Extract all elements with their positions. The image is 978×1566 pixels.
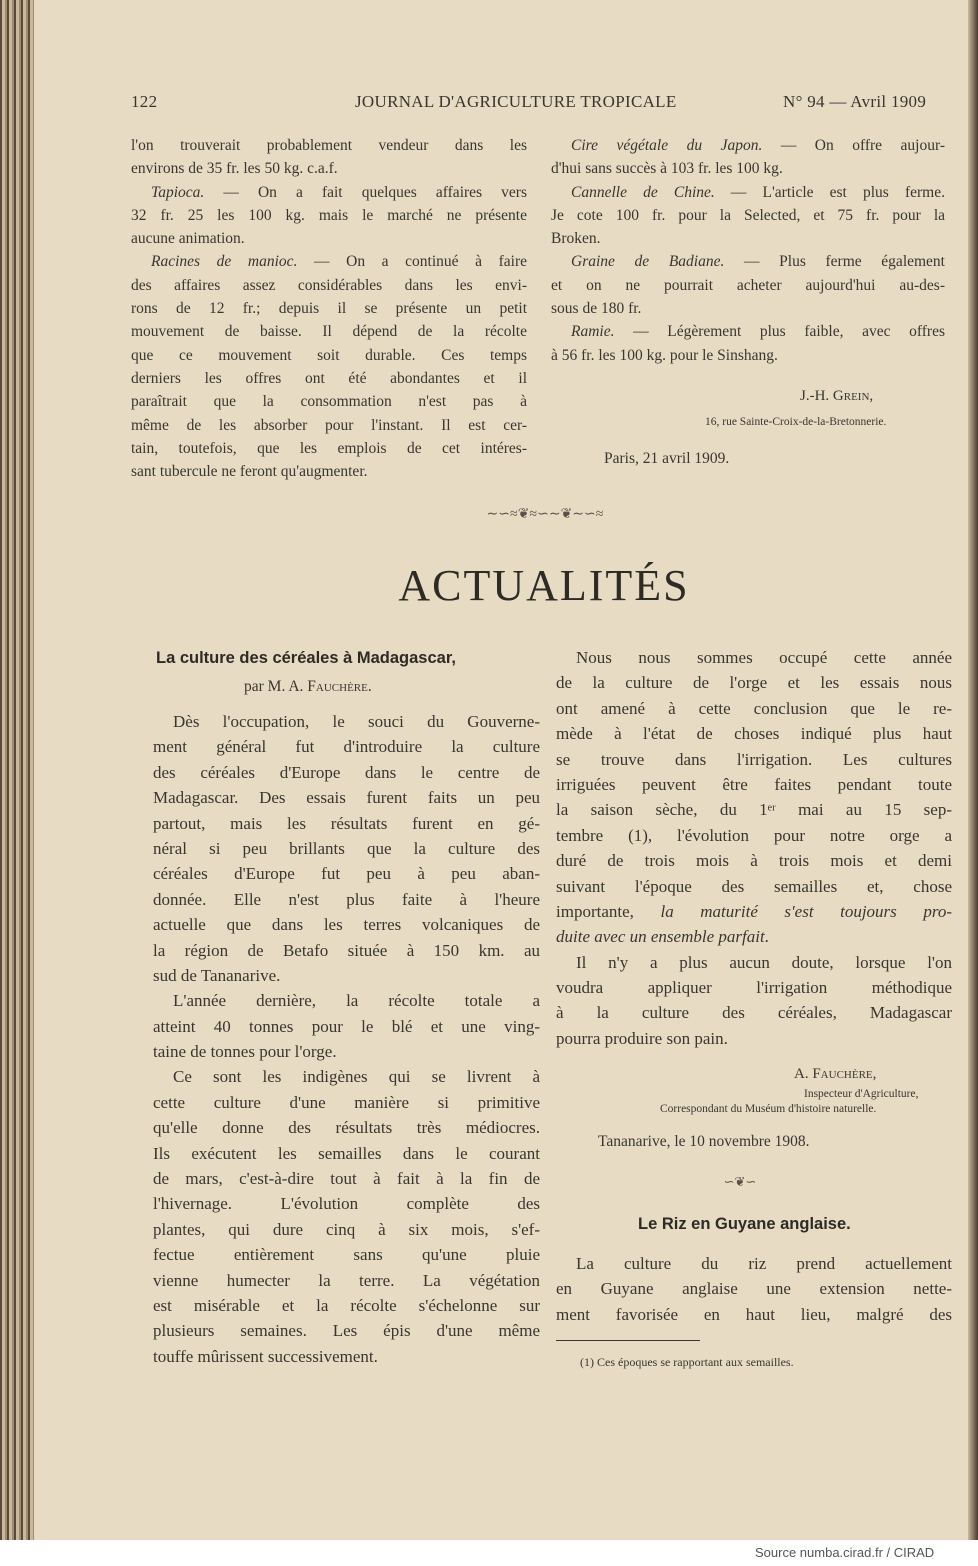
- text-line: [551, 250, 945, 273]
- text-line: [153, 1115, 540, 1140]
- italic-text: Tapioca.: [151, 183, 205, 201]
- article-byline: [244, 678, 372, 696]
- line-text: Il n'y a plus aucun doute, lorsque l'on: [576, 952, 952, 972]
- line-text: irriguées peuvent être faites pendant toute: [556, 774, 952, 794]
- footnote-rule: [556, 1340, 700, 1341]
- line-text: l'hivernage. L'évolution complète des: [153, 1194, 540, 1214]
- line-text: de mars, c'est-à-dire tout à fait à la fin de: [153, 1169, 540, 1189]
- line-text: sous de 180 fr.: [551, 300, 642, 318]
- italic-text: Cannelle de Chine.: [571, 183, 715, 201]
- line-text: fectue entièrement sans qu'une pluie: [153, 1245, 540, 1265]
- line-text: sant tubercule ne feront qu'augmenter.: [131, 463, 368, 481]
- line-text: qu'elle donne des résultats très médiocres.: [153, 1118, 540, 1138]
- text-line: [153, 734, 540, 759]
- line-text: Broken.: [551, 230, 601, 248]
- line-text: Dès l'occupation, le souci du Gouverne-: [173, 712, 540, 731]
- text-line: [153, 1242, 540, 1267]
- market-place-date: Paris, 21 avril 1909.: [604, 450, 730, 467]
- signature-name: J.-H. Grein,: [800, 388, 874, 404]
- author-affiliation: Correspondant du Muséum d'histoire naturelle.: [660, 1103, 877, 1115]
- line-text: taine de tonnes pour l'orge.: [153, 1042, 337, 1062]
- line-text: et on ne pourrait acheter aujourd'hui au-des-: [551, 276, 945, 294]
- line-text: Ils exécutent les semailles dans le courant: [153, 1143, 540, 1163]
- italic-text: duite avec un ensemble parfait: [556, 927, 765, 947]
- text-line: [131, 297, 527, 320]
- text-line: [153, 1293, 540, 1318]
- line-text: touffe mûrissent successivement.: [153, 1346, 378, 1366]
- line-text: importante,: [556, 901, 661, 921]
- text-line: [131, 181, 527, 204]
- text-line: [556, 1302, 952, 1327]
- line-text: Nous nous sommes occupé cette année: [576, 648, 952, 667]
- line-text: ment favorisée en haut lieu, malgré des: [556, 1304, 952, 1324]
- text-line: [153, 1141, 540, 1166]
- line-text: atteint 40 tonnes pour le blé et une ving-: [153, 1016, 540, 1036]
- line-text: — L'article est plus ferme.: [714, 183, 945, 201]
- text-line: [556, 823, 952, 848]
- page-number: 122: [131, 92, 158, 111]
- signature-name: A. Fauchère,: [794, 1066, 877, 1082]
- text-line: [153, 1014, 540, 1039]
- line-text: des affaires assez considérables dans les envi-: [131, 276, 527, 294]
- text-line: [556, 924, 952, 949]
- line-text: à la culture des céréales, Madagascar: [556, 1003, 952, 1023]
- text-line: [153, 1217, 540, 1242]
- line-text: sud de Tananarive.: [153, 965, 281, 985]
- source-credit: Source numba.cirad.fr / CIRAD: [755, 1545, 935, 1560]
- line-text: partout, mais les résultats furent en gé-: [153, 813, 540, 833]
- market-report-left-column: [131, 134, 527, 483]
- line-text: est misérable et la récolte s'échelonne sur: [153, 1295, 540, 1315]
- text-line: [153, 1064, 540, 1089]
- issue-info: N° 94 — Avril 1909: [783, 92, 927, 111]
- text-line: [153, 811, 540, 836]
- line-text: paraîtrait que la consommation n'est pas à: [131, 393, 527, 411]
- text-line: [153, 1090, 540, 1115]
- text-line: [556, 721, 952, 746]
- italic-text: Ramie.: [571, 323, 615, 341]
- line-text: plantes, qui dure cinq à six mois, s'ef-: [153, 1219, 540, 1239]
- line-text: derniers les offres ont été abondantes et il: [131, 369, 527, 387]
- line-text: tembre (1), l'évolution pour notre orge a: [556, 825, 952, 845]
- text-line: [556, 1026, 952, 1051]
- text-line: [153, 760, 540, 785]
- text-line: [556, 772, 952, 797]
- text-line: [556, 874, 952, 899]
- line-text: vienne humecter la terre. La végétation: [153, 1270, 540, 1290]
- text-line: [131, 204, 527, 227]
- market-signature-name: [800, 388, 873, 405]
- line-text: la saison sèche, du 1ᵉʳ mai au 15 sep-: [556, 800, 952, 820]
- text-line: [153, 1318, 540, 1343]
- text-line: [551, 274, 945, 297]
- line-text: la région de Betafo située à 150 km. au: [153, 940, 540, 960]
- italic-text: la maturité s'est toujours pro-: [660, 901, 952, 921]
- page-edges: [0, 0, 34, 1540]
- byline-prefix: par M. A.: [244, 678, 308, 695]
- text-line: [153, 785, 540, 810]
- line-text: ont amené à cette conclusion que le re-: [556, 698, 952, 718]
- line-text: Ce sont les indigènes qui se livrent à: [173, 1067, 540, 1087]
- text-line: [131, 460, 527, 483]
- text-line: [153, 1344, 540, 1369]
- text-line: [556, 975, 952, 1000]
- line-text: — On a fait quelques affaires vers: [204, 183, 527, 201]
- text-line: [551, 157, 945, 180]
- text-line: [131, 320, 527, 343]
- line-text: l'on trouverait probablement vendeur dans les: [131, 137, 527, 154]
- section-title: ACTUALITÉS: [398, 561, 690, 610]
- text-line: [551, 297, 945, 320]
- line-text: des céréales d'Europe dans le centre de: [153, 762, 540, 782]
- line-text: de la culture de l'orge et les essais nous: [556, 673, 952, 693]
- text-line: [551, 134, 945, 157]
- line-text: donnée. Elle n'est plus faite à l'heure: [153, 889, 540, 909]
- italic-text: Cire végétale du Japon.: [571, 137, 763, 154]
- text-line: [131, 157, 527, 180]
- line-text: plusieurs semaines. Les épis d'une même: [153, 1321, 540, 1341]
- byline-author: Fauchère.: [307, 678, 372, 695]
- article2-body: [556, 1251, 952, 1327]
- line-text: que ce mouvement soit durable. Ces temps: [131, 346, 527, 364]
- line-text: mouvement de baisse. Il dépend de la récolte: [131, 323, 527, 341]
- article-place-date: Tananarive, le 10 novembre 1908.: [598, 1133, 810, 1150]
- text-line: [551, 344, 945, 367]
- text-line: [556, 1000, 952, 1025]
- line-text: Je cote 100 fr. pour la Selected, et 75 fr. pour la: [551, 206, 945, 224]
- line-text: mède à l'état de choses indiqué plus haut: [556, 724, 952, 744]
- text-line: [131, 344, 527, 367]
- italic-text: Racines de manioc.: [151, 253, 298, 271]
- line-text: aucune animation.: [131, 230, 245, 248]
- text-line: [131, 414, 527, 437]
- text-line: [131, 134, 527, 157]
- text-line: [153, 1039, 540, 1064]
- text-line: [153, 1191, 540, 1216]
- text-line: [556, 950, 952, 975]
- text-line: [131, 274, 527, 297]
- text-line: [551, 181, 945, 204]
- line-text: environs de 35 fr. les 50 kg. c.a.f.: [131, 160, 338, 178]
- line-text: rons de 12 fr.; depuis il se présente un petit: [131, 300, 527, 318]
- line-text: voudra appliquer l'irrigation méthodique: [556, 978, 952, 998]
- text-line: [556, 1276, 952, 1301]
- market-report-right-column: [551, 134, 945, 367]
- binding-edge: [968, 0, 978, 1540]
- line-text: céréales d'Europe fut peu à peu aban-: [153, 864, 540, 884]
- text-line: [556, 797, 952, 822]
- market-signature-address: 16, rue Sainte-Croix-de-la-Bretonnerie.: [705, 416, 887, 428]
- text-line: [556, 645, 952, 670]
- line-text: La culture du riz prend actuellement: [576, 1254, 952, 1273]
- article-right-column: [556, 645, 952, 1051]
- article-left-column: [153, 709, 540, 1369]
- line-text: néral si peu brillants que la culture des: [153, 838, 540, 858]
- text-line: [131, 390, 527, 413]
- line-text: duré de trois mois à trois mois et demi: [556, 851, 952, 871]
- text-line: [556, 670, 952, 695]
- line-text: pourra produire son pain.: [556, 1028, 728, 1048]
- text-line: [153, 887, 540, 912]
- text-line: [153, 963, 540, 988]
- line-text: Madagascar. Des essais furent faits un peu: [153, 788, 540, 808]
- text-line: [556, 696, 952, 721]
- text-line: [556, 747, 952, 772]
- article-signature-name: [794, 1066, 876, 1083]
- line-text: L'année dernière, la récolte totale a: [173, 991, 540, 1011]
- text-line: [153, 709, 540, 734]
- line-text: actuelle que dans les terres volcaniques de: [153, 915, 540, 935]
- text-line: [551, 227, 945, 250]
- line-text: cette culture d'une manière si primitive: [153, 1092, 540, 1112]
- line-text: — On offre aujour-: [762, 137, 945, 154]
- article2-title: Le Riz en Guyane anglaise.: [638, 1215, 851, 1233]
- line-text: ment général fut d'introduire la culture: [153, 737, 540, 757]
- line-text: tain, toutefois, que les emplois de cet intéres-: [131, 439, 527, 457]
- line-text: — On a continué à faire: [297, 253, 528, 271]
- text-line: [556, 848, 952, 873]
- text-line: [131, 227, 527, 250]
- text-line: [153, 1166, 540, 1191]
- text-line: [556, 899, 952, 924]
- line-text: 32 fr. 25 les 100 kg. mais le marché ne présente: [131, 206, 527, 224]
- text-line: [153, 912, 540, 937]
- text-line: [131, 437, 527, 460]
- text-line: [153, 988, 540, 1013]
- line-text: même de les absorber pour l'instant. Il est cer-: [131, 416, 527, 434]
- text-line: [556, 1251, 952, 1276]
- text-line: [153, 836, 540, 861]
- line-text: se trouve dans l'irrigation. Les cultures: [556, 749, 952, 769]
- journal-title: JOURNAL D'AGRICULTURE TROPICALE: [355, 92, 677, 111]
- line-text: d'hui sans succès à 103 fr. les 100 kg.: [551, 160, 783, 178]
- author-title: Inspecteur d'Agriculture,: [804, 1088, 919, 1100]
- italic-text: Graine de Badiane.: [571, 253, 725, 271]
- text-line: [153, 938, 540, 963]
- line-text: — Plus ferme également: [724, 253, 945, 271]
- text-line: [153, 861, 540, 886]
- line-text: en Guyane anglaise une extension nette-: [556, 1279, 952, 1299]
- text-line: [131, 250, 527, 273]
- ornament-divider: ∼∽≈❦≈∽∼❦∼∽≈: [486, 507, 604, 522]
- footnote: (1) Ces époques se rapportant aux semailles.: [580, 1355, 794, 1369]
- text-line: [551, 204, 945, 227]
- small-ornament: ∽❦∽: [723, 1174, 757, 1189]
- line-text: à 56 fr. les 100 kg. pour le Sinshang.: [551, 346, 778, 364]
- text-line: [131, 367, 527, 390]
- text-line: [153, 1268, 540, 1293]
- line-text: suivant l'époque des semailles et, chose: [556, 876, 952, 896]
- line-text: .: [764, 927, 769, 947]
- line-text: — Légèrement plus faible, avec offres: [614, 323, 945, 341]
- text-line: [551, 320, 945, 343]
- article-title: La culture des céréales à Madagascar,: [156, 649, 456, 667]
